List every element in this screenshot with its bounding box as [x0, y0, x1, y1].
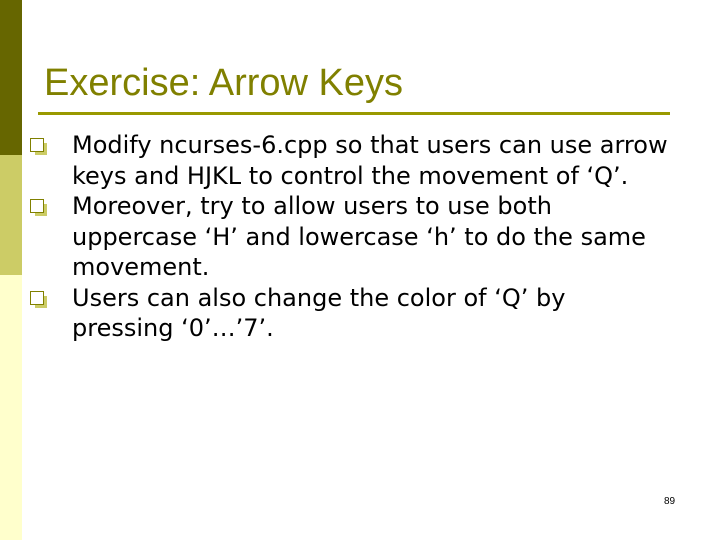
- bullet-text: Users can also change the color of ‘Q’ by pressing ‘0’…’7’.: [72, 283, 566, 342]
- sidebar-mid-segment: [0, 155, 22, 275]
- title-underline: [38, 112, 670, 115]
- square-bullet-icon: [30, 199, 44, 213]
- page-number: 89: [664, 496, 676, 507]
- square-bullet-icon: [30, 138, 44, 152]
- bullet-text: Moreover, try to allow users to use both uppercase ‘H’ and lowercase ‘h’ to do the same movement.: [72, 192, 646, 281]
- bullet-list: [30, 130, 670, 344]
- slide-title: Exercise: Arrow Keys: [44, 62, 403, 104]
- bullet-item: [30, 283, 670, 344]
- sidebar-light-segment: [0, 275, 22, 540]
- bullet-text: Modify ncurses-6.cpp so that users can use arrow keys and HJKL to control the movement of ‘Q’.: [72, 131, 668, 190]
- bullet-item: [30, 130, 670, 191]
- sidebar-dark-segment: [0, 0, 22, 155]
- square-bullet-icon: [30, 291, 44, 305]
- bullet-item: [30, 191, 670, 283]
